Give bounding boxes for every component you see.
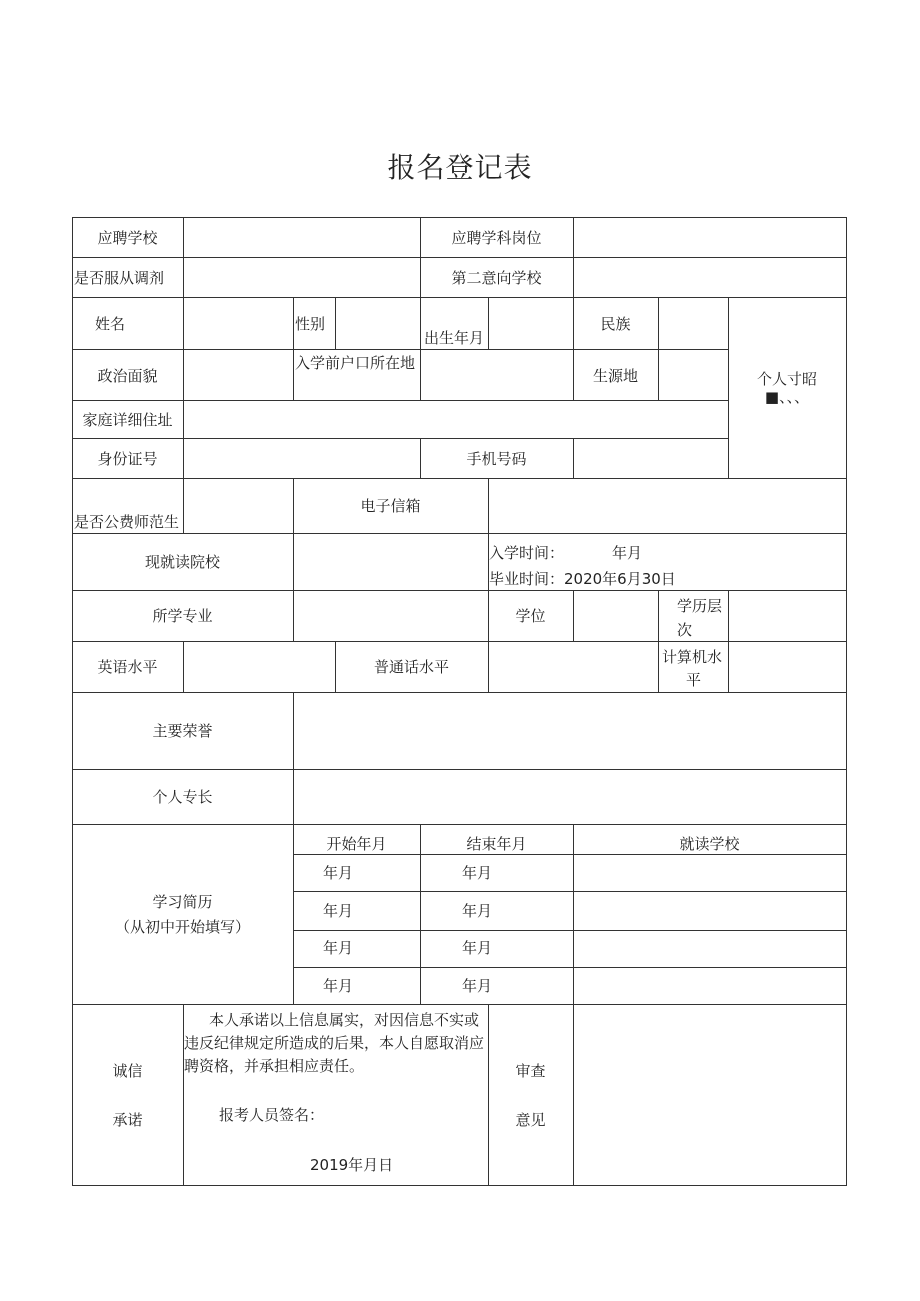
label-major: 所学专业 [152, 607, 213, 625]
sign-date: 2019年月日 [310, 1156, 394, 1174]
col-school: 就读学校 [679, 835, 740, 853]
label-hukou: 入学前户口所在地 [295, 354, 416, 372]
label-integrity-2: 承诺 [112, 1111, 143, 1129]
grid-line [728, 590, 729, 692]
grid-line [72, 824, 847, 825]
label-integrity-1: 诚信 [112, 1062, 143, 1080]
label-mandarin: 普通话水平 [373, 658, 449, 676]
label-degree: 学位 [515, 607, 546, 625]
label-resume-note: （从初中开始填写） [114, 918, 250, 936]
grid-line [488, 1004, 489, 1185]
label-id: 身份证号 [97, 450, 158, 468]
grid-line [72, 769, 847, 770]
grid-line [335, 297, 336, 349]
label-honor: 主要荣誉 [152, 722, 213, 740]
grid-line [293, 854, 847, 855]
signature-label: 报考人员签名： [219, 1106, 325, 1124]
grid-line [658, 590, 659, 692]
resume-end-4: 年月 [462, 977, 493, 995]
grid-line [72, 217, 73, 1185]
resume-start-1: 年月 [323, 864, 354, 882]
grid-line [72, 400, 728, 401]
label-skill: 个人专长 [152, 788, 213, 806]
resume-end-1: 年月 [462, 864, 493, 882]
grid-line [420, 297, 421, 400]
col-start: 开始年月 [326, 835, 387, 853]
grid-line [293, 297, 294, 400]
label-political: 政治面貌 [97, 367, 158, 385]
grid-line [72, 297, 847, 298]
grid-line [72, 438, 728, 439]
label-second-school: 第二意向学校 [451, 269, 542, 287]
grid-line [183, 217, 184, 533]
label-enroll: 入学时间： [489, 544, 565, 562]
label-post: 应聘学科岗位 [451, 229, 542, 247]
label-computer-2: 平 [686, 671, 702, 689]
label-education-1: 学历层 [677, 597, 723, 615]
label-graduation: 毕业时间：2020年6月30日 [489, 570, 676, 588]
grid-line [183, 641, 184, 692]
grid-line [573, 590, 574, 641]
grid-line [72, 1185, 847, 1186]
grid-line [72, 692, 847, 693]
label-college: 现就读院校 [144, 553, 220, 571]
label-photo: 个人寸昭 [756, 370, 817, 388]
label-gender: 性别 [295, 315, 326, 333]
label-adjust: 是否服从调剂 [74, 269, 165, 287]
enroll-ym: 年月 [612, 544, 643, 562]
grid-line [183, 1004, 184, 1185]
label-name: 姓名 [94, 315, 125, 333]
grid-line [72, 641, 847, 642]
pledge-line-1: 本人承诺以上信息属实，对因信息不实或 [209, 1011, 480, 1029]
grid-line [846, 217, 847, 1185]
grid-line [72, 1004, 847, 1005]
resume-end-3: 年月 [462, 939, 493, 957]
label-school: 应聘学校 [97, 229, 158, 247]
grid-line [293, 891, 847, 892]
grid-line [658, 297, 659, 400]
label-public-fee: 是否公费师范生 [74, 513, 180, 531]
resume-start-2: 年月 [323, 902, 354, 920]
pledge-line-2: 违反纪律规定所造成的后果，本人自愿取消应 [184, 1034, 485, 1052]
label-review-1: 审查 [515, 1062, 546, 1080]
grid-line [573, 438, 574, 478]
grid-line [72, 217, 847, 218]
photo-marks: ■、、、 [764, 388, 810, 406]
grid-line [72, 590, 847, 591]
label-ethnic: 民族 [600, 315, 631, 333]
label-phone: 手机号码 [466, 450, 527, 468]
label-address: 家庭详细住址 [82, 411, 173, 429]
col-end: 结束年月 [466, 835, 527, 853]
form-title: 报名登记表 [387, 151, 533, 184]
grid-line [293, 967, 847, 968]
label-resume: 学习简历 [152, 893, 213, 911]
resume-start-3: 年月 [323, 939, 354, 957]
grid-line [72, 533, 847, 534]
grid-line [573, 217, 574, 297]
grid-line [72, 349, 728, 350]
pledge-line-3: 聘资格，并承担相应责任。 [184, 1057, 365, 1075]
label-birth: 出生年月 [424, 329, 485, 347]
grid-line [72, 478, 847, 479]
grid-line [573, 1004, 574, 1185]
label-education-2: 次 [677, 621, 693, 639]
label-review-2: 意见 [515, 1111, 546, 1129]
label-email: 电子信箱 [360, 497, 421, 515]
label-english: 英语水平 [97, 658, 158, 676]
label-origin: 生源地 [592, 367, 638, 385]
grid-line [488, 297, 489, 349]
grid-line [72, 257, 847, 258]
label-computer-1: 计算机水 [662, 648, 723, 666]
grid-line [293, 930, 847, 931]
resume-end-2: 年月 [462, 902, 493, 920]
resume-start-4: 年月 [323, 977, 354, 995]
